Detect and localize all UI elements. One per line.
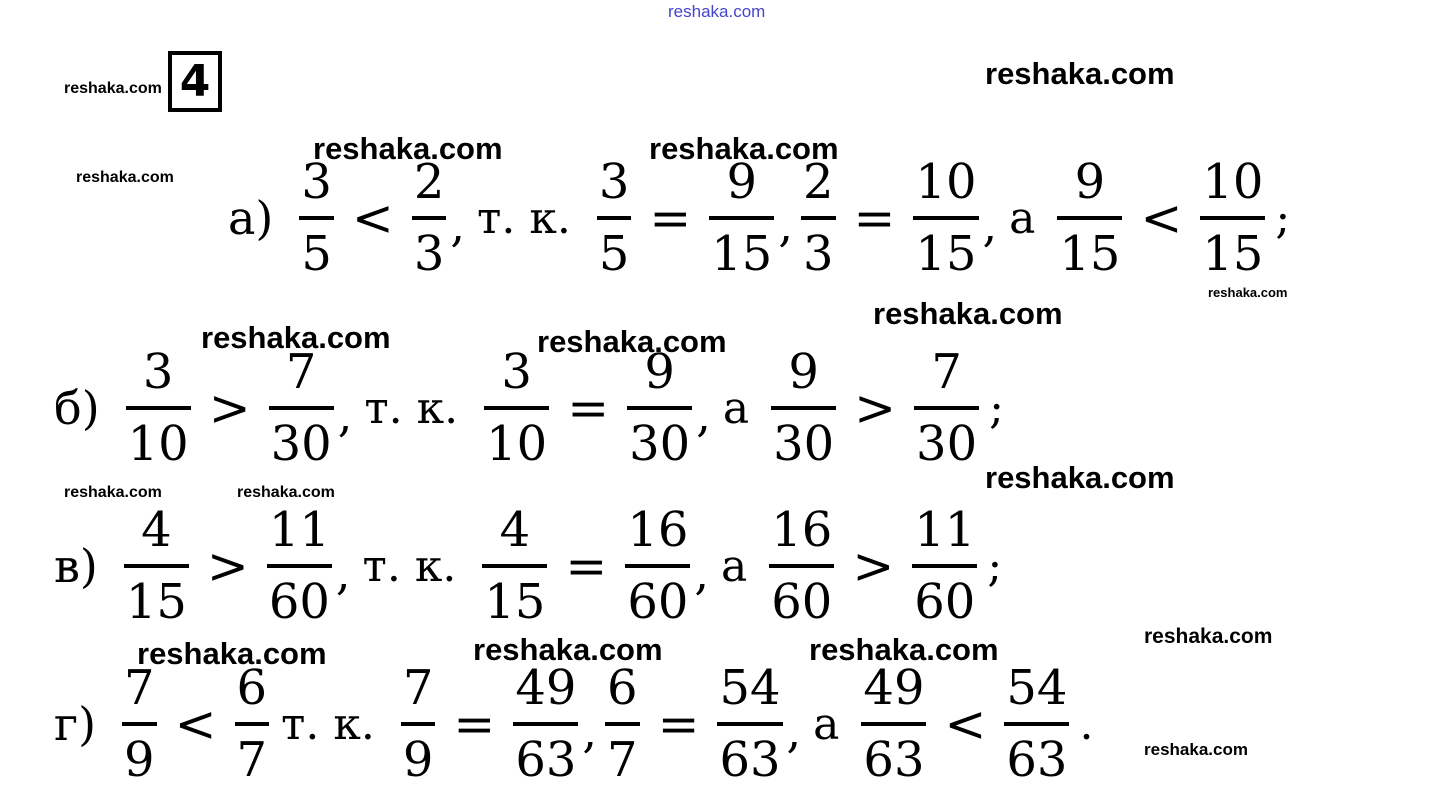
- denominator: 30: [270, 416, 332, 472]
- line-label: в): [54, 539, 98, 593]
- fraction-bar: [913, 216, 978, 220]
- watermark: reshaka.com: [537, 324, 727, 359]
- fraction-bar: [717, 722, 782, 726]
- fraction-bar: [627, 406, 692, 410]
- watermark: reshaka.com: [1144, 625, 1273, 648]
- denominator: 63: [719, 732, 781, 788]
- denominator: 60: [771, 574, 833, 630]
- denominator: 60: [914, 574, 976, 630]
- numerator: 2: [413, 154, 445, 210]
- conjunction: а: [1009, 192, 1036, 244]
- operator: =: [853, 189, 896, 247]
- denominator: 3: [802, 226, 834, 282]
- because-word: т. к.: [281, 698, 375, 750]
- fraction: [913, 154, 978, 282]
- watermark: reshaka.com: [201, 320, 391, 355]
- denominator: 63: [863, 732, 925, 788]
- watermark: reshaka.com: [985, 56, 1175, 91]
- fraction-bar: [482, 564, 547, 568]
- watermark: reshaka.com: [985, 460, 1175, 495]
- fraction-bar: [122, 722, 157, 726]
- operator: =: [657, 695, 700, 753]
- numerator: 49: [863, 660, 925, 716]
- denominator: 15: [915, 226, 977, 282]
- numerator: 16: [627, 502, 689, 558]
- denominator: 60: [268, 574, 330, 630]
- line-g: [54, 660, 1094, 788]
- line-end-mark: ;: [989, 382, 1004, 434]
- fraction-bar: [1004, 722, 1069, 726]
- numerator: 4: [141, 502, 172, 558]
- fraction-bar: [1200, 216, 1265, 220]
- fraction: [122, 660, 157, 788]
- because-word: т. к.: [364, 382, 459, 434]
- fraction: [513, 660, 578, 788]
- fraction: [627, 344, 692, 472]
- denominator: 15: [125, 574, 187, 630]
- watermark: reshaka.com: [649, 131, 839, 166]
- fraction: [267, 502, 332, 630]
- denominator: 15: [711, 226, 773, 282]
- numerator: 16: [771, 502, 833, 558]
- fraction: [625, 502, 690, 630]
- numerator: 9: [726, 154, 758, 210]
- denominator: 30: [916, 416, 978, 472]
- denominator: 9: [124, 732, 155, 788]
- numerator: 7: [124, 660, 155, 716]
- comma: ,: [450, 198, 465, 252]
- fraction: [771, 344, 836, 472]
- numerator: 54: [1006, 660, 1068, 716]
- fraction: [709, 154, 774, 282]
- fraction: [769, 502, 834, 630]
- numerator: 4: [499, 502, 531, 558]
- numerator: 9: [788, 344, 819, 400]
- comma: ,: [337, 388, 353, 442]
- numerator: 6: [607, 660, 638, 716]
- denominator: 5: [598, 226, 630, 282]
- numerator: 10: [915, 154, 977, 210]
- fraction-bar: [771, 406, 836, 410]
- denominator: 7: [607, 732, 638, 788]
- denominator: 63: [1006, 732, 1068, 788]
- denominator: 60: [627, 574, 689, 630]
- operator: =: [453, 695, 496, 753]
- conjunction: а: [722, 382, 750, 434]
- denominator: 15: [484, 574, 546, 630]
- fraction-bar: [513, 722, 578, 726]
- operator: <: [1140, 189, 1183, 247]
- fraction-bar: [269, 406, 334, 410]
- because-word: т. к.: [477, 192, 571, 244]
- fraction-bar: [914, 406, 979, 410]
- numerator: 7: [931, 344, 962, 400]
- watermark: reshaka.com: [76, 169, 174, 186]
- denominator: 15: [1202, 226, 1264, 282]
- numerator: 9: [1074, 154, 1106, 210]
- numerator: 7: [285, 344, 317, 400]
- fraction-bar: [861, 722, 926, 726]
- fraction-bar: [484, 406, 549, 410]
- operator: >: [206, 537, 249, 595]
- numerator: 11: [268, 502, 330, 558]
- operator: <: [944, 695, 987, 753]
- fraction: [1057, 154, 1122, 282]
- comma: ,: [982, 198, 998, 252]
- denominator: 3: [413, 226, 445, 282]
- comma: ,: [696, 388, 711, 442]
- operator: =: [649, 189, 692, 247]
- fraction-bar: [801, 216, 836, 220]
- task-number-box: [168, 51, 222, 112]
- fraction-bar: [299, 216, 334, 220]
- watermark: reshaka.com: [873, 296, 1063, 331]
- numerator: 3: [501, 344, 532, 400]
- comma: ,: [582, 704, 598, 758]
- watermark: reshaka.com: [1144, 740, 1248, 759]
- numerator: 3: [598, 154, 630, 210]
- fraction-bar: [401, 722, 436, 726]
- numerator: 11: [914, 502, 976, 558]
- fraction: [126, 344, 191, 472]
- comma: ,: [335, 546, 351, 600]
- numerator: 7: [402, 660, 434, 716]
- fraction: [861, 660, 926, 788]
- because-word: т. к.: [362, 540, 457, 592]
- fraction: [605, 660, 640, 788]
- watermark: reshaka.com: [64, 484, 162, 501]
- operator: <: [351, 189, 394, 247]
- watermark: reshaka.com: [237, 484, 335, 501]
- denominator: 7: [236, 732, 268, 788]
- numerator: 54: [719, 660, 781, 716]
- numerator: 49: [515, 660, 577, 716]
- numerator: 3: [142, 344, 174, 400]
- numerator: 6: [236, 660, 268, 716]
- fraction: [299, 154, 334, 282]
- line-v: [54, 502, 1003, 630]
- line-label: а): [228, 191, 274, 245]
- operator: =: [567, 379, 610, 437]
- operator: >: [852, 537, 895, 595]
- denominator: 10: [486, 416, 548, 472]
- denominator: 30: [629, 416, 691, 472]
- numerator: 9: [644, 344, 675, 400]
- numerator: 10: [1202, 154, 1264, 210]
- denominator: 9: [402, 732, 434, 788]
- denominator: 10: [127, 416, 189, 472]
- conjunction: а: [813, 698, 840, 750]
- fraction: [482, 502, 547, 630]
- denominator: 5: [301, 226, 332, 282]
- fraction: [1004, 660, 1069, 788]
- line-end-mark: ;: [1275, 192, 1291, 244]
- fraction: [269, 344, 334, 472]
- watermark: reshaka.com: [64, 80, 162, 97]
- operator: >: [854, 379, 897, 437]
- fraction-bar: [709, 216, 774, 220]
- fraction-bar: [412, 216, 447, 220]
- fraction-bar: [769, 564, 834, 568]
- fraction: [484, 344, 549, 472]
- line-end-mark: ;: [987, 540, 1003, 592]
- fraction: [401, 660, 436, 788]
- line-label: г): [54, 697, 97, 751]
- denominator: 15: [1059, 226, 1121, 282]
- fraction: [912, 502, 977, 630]
- fraction-bar: [126, 406, 191, 410]
- watermark: reshaka.com: [313, 131, 503, 166]
- watermark: reshaka.com: [809, 632, 999, 667]
- fraction-bar: [124, 564, 189, 568]
- line-end-mark: .: [1079, 698, 1094, 750]
- fraction-bar: [1057, 216, 1122, 220]
- fraction: [235, 660, 270, 788]
- denominator: 63: [515, 732, 577, 788]
- fraction-bar: [235, 722, 270, 726]
- operator: >: [208, 379, 251, 437]
- fraction-bar: [267, 564, 332, 568]
- operator: <: [174, 695, 217, 753]
- numerator: 2: [802, 154, 834, 210]
- fraction: [124, 502, 189, 630]
- task-number: 4: [179, 56, 211, 107]
- conjunction: а: [721, 540, 748, 592]
- fraction: [412, 154, 447, 282]
- line-a: [228, 154, 1291, 282]
- line-label: б): [54, 381, 100, 435]
- watermark: reshaka.com: [137, 636, 327, 671]
- top-watermark: reshaka.com: [668, 2, 766, 21]
- line-b: [54, 344, 1004, 472]
- operator: =: [565, 537, 608, 595]
- fraction: [717, 660, 782, 788]
- fraction-bar: [625, 564, 690, 568]
- numerator: 3: [301, 154, 332, 210]
- fraction-bar: [597, 216, 632, 220]
- comma: ,: [778, 198, 793, 252]
- fraction-bar: [605, 722, 640, 726]
- comma: ,: [786, 704, 802, 758]
- fraction: [597, 154, 632, 282]
- watermark: reshaka.com: [473, 632, 663, 667]
- denominator: 30: [773, 416, 835, 472]
- comma: ,: [694, 546, 710, 600]
- fraction: [1200, 154, 1265, 282]
- fraction: [801, 154, 836, 282]
- fraction-bar: [912, 564, 977, 568]
- fraction: [914, 344, 979, 472]
- watermark: reshaka.com: [1208, 285, 1288, 300]
